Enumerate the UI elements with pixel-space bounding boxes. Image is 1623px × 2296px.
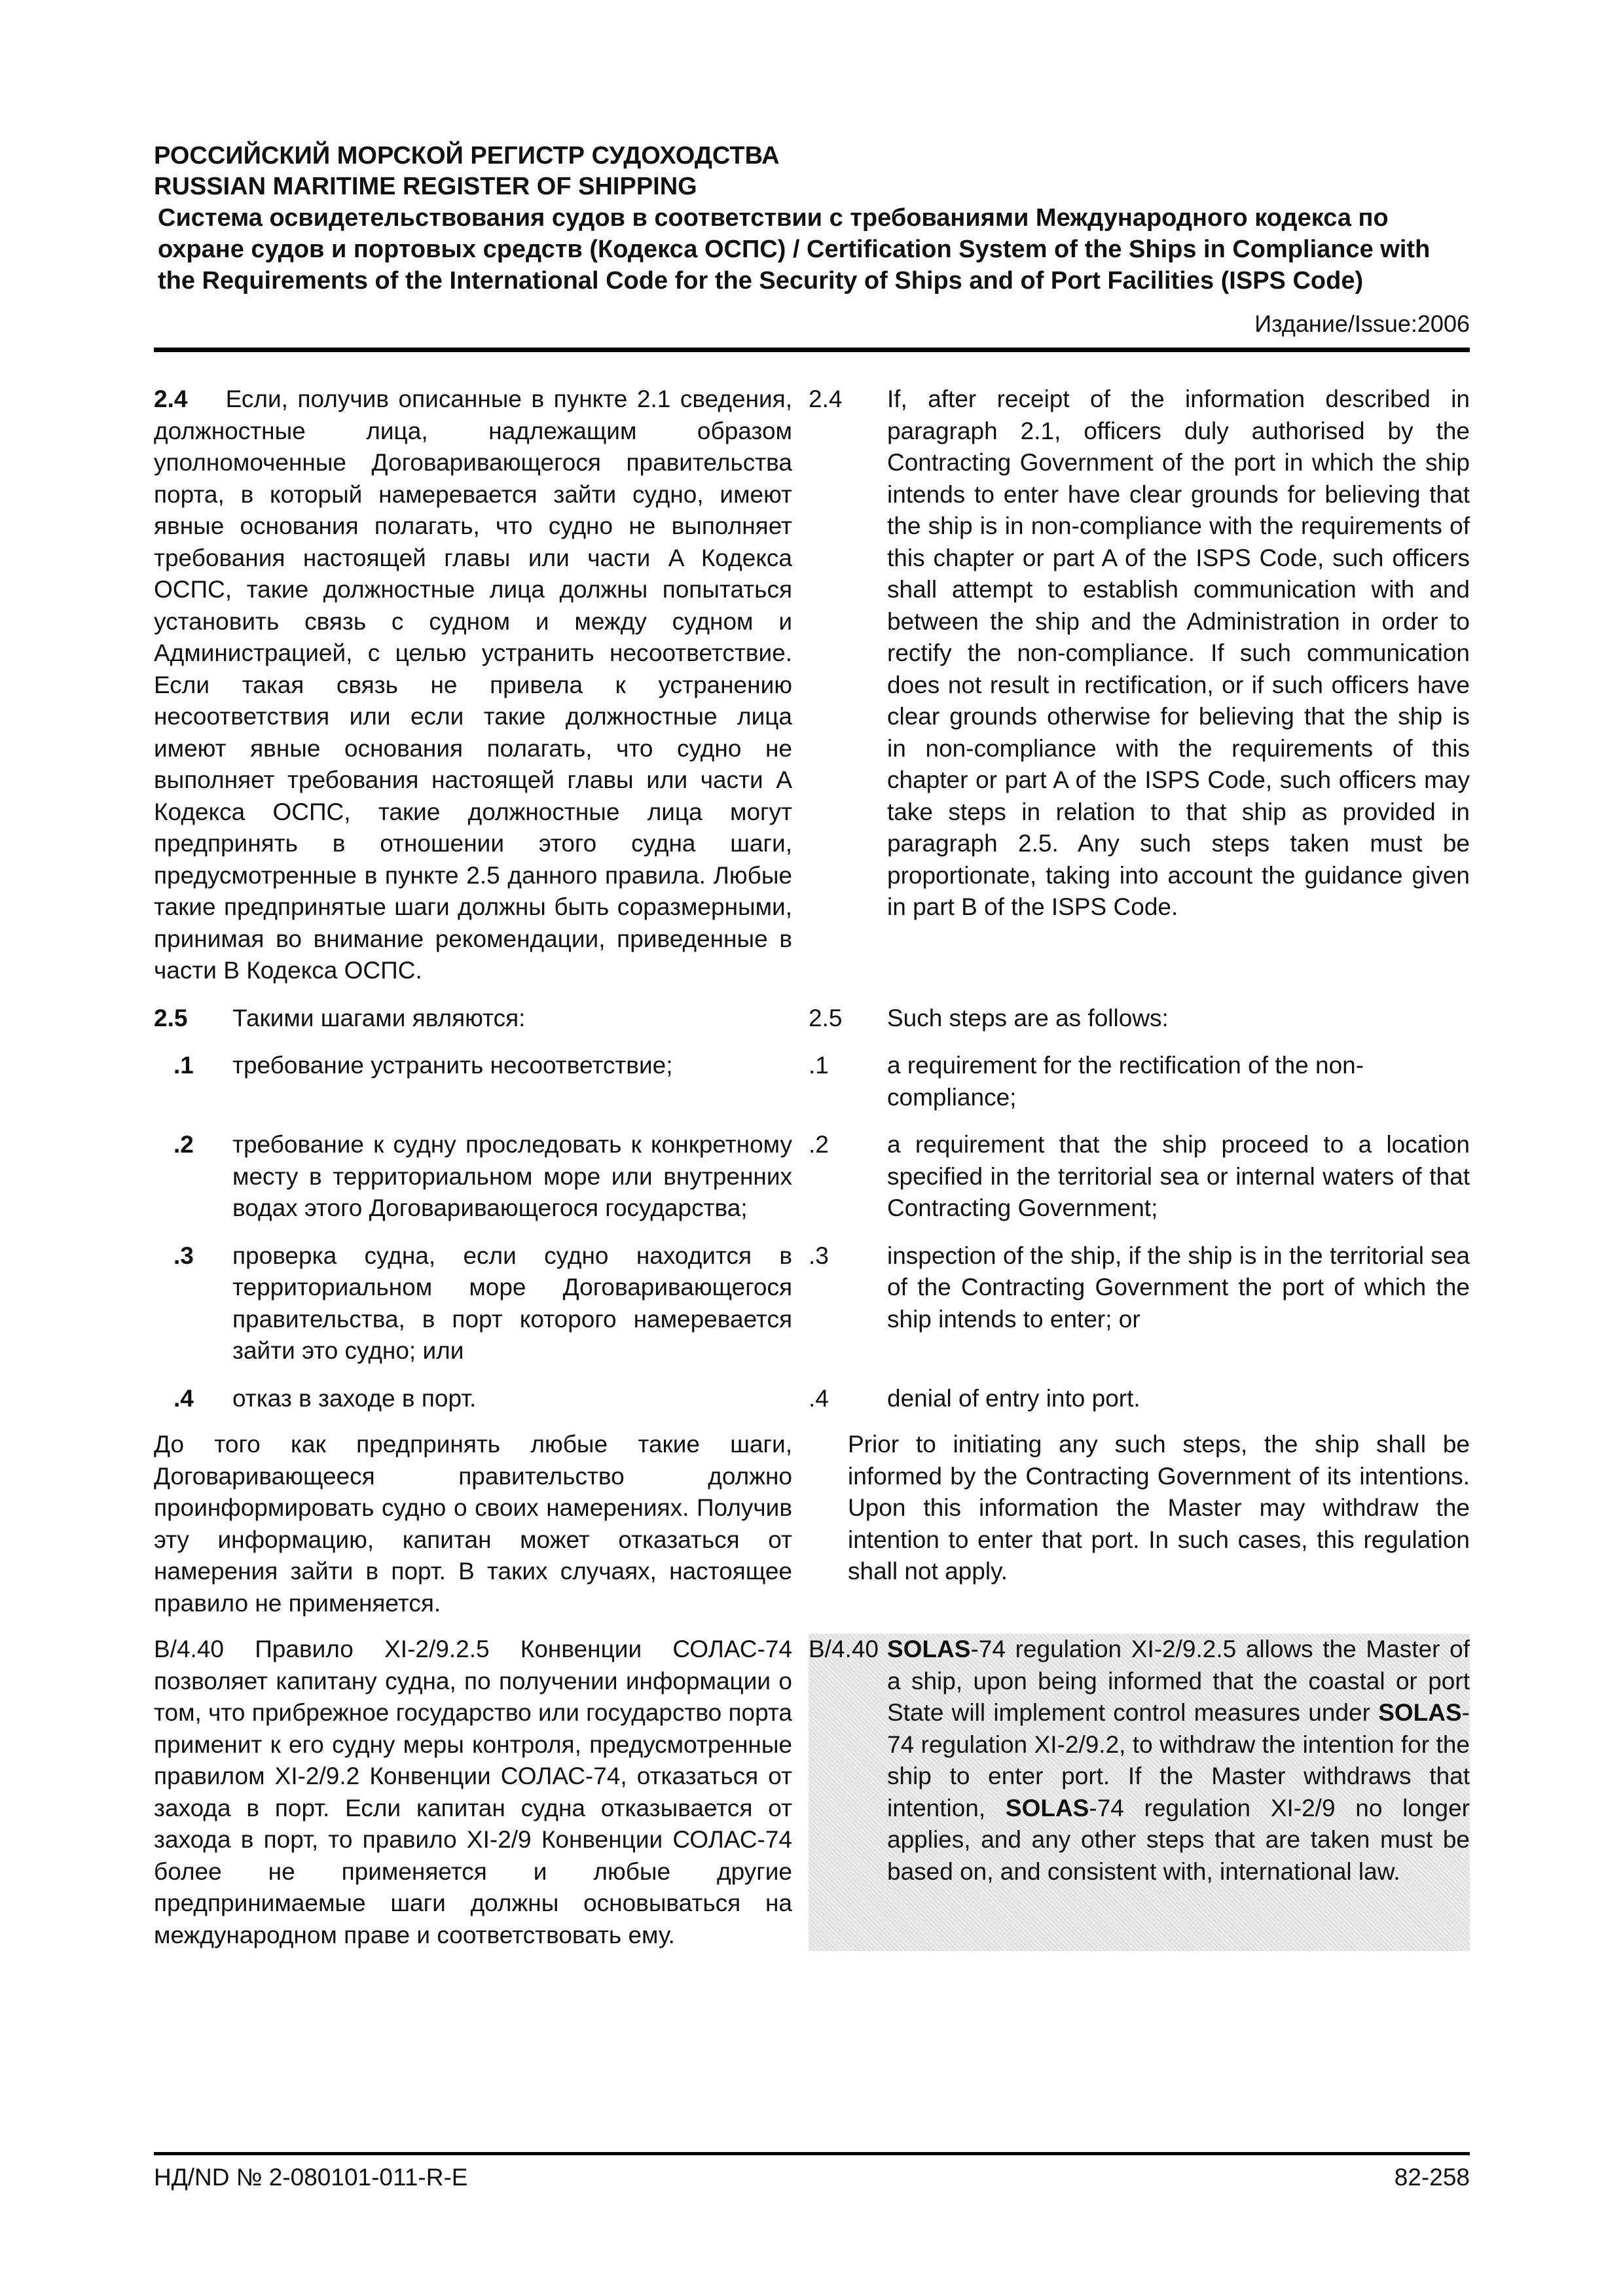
en-item-3-text: inspection of the ship, if the ship is in the territorial sea of the Contracting Government the port of which the ship intends to enter; or (887, 1242, 1470, 1333)
ru-item-2 (154, 1129, 792, 1225)
solas-label-1: SOLAS (887, 1636, 971, 1662)
org-name-en: RUSSIAN MARITIME REGISTER OF SHIPPING (154, 173, 697, 200)
en-after-items: Prior to initiating any such steps, the ship shall be informed by the Contracting Government of its intentions. Upon this information the Master may withdraw the intention to enter that port. In such cases, this regulation shall not apply. (848, 1431, 1470, 1585)
section-b-4-40 (154, 1634, 1470, 1951)
en-item-3-number: .3 (809, 1242, 829, 1269)
en-2-4-text: If, after receipt of the information described in paragraph 2.1, officers duly authorised by the Contracting Government of the port in which the ship intends to enter have clear grounds for believing that the ship is in non-compliance with the requirements of this chapter or part A of the ISPS Code, such officers shall attempt to establish communication with and between the ship and the Administration in order to rectify the non-compliance. If such communication does not result in rectification, or if such officers have clear grounds otherwise for believing that the ship is in non-compliance with the requirements of this chapter or part A of the ISPS Code, such officers may take steps in relation to that ship as provided in paragraph 2.5. Any such steps taken must be proportionate, taking into account the guidance given in part B of the ISPS Code. (887, 386, 1470, 920)
en-item-1-number: .1 (809, 1052, 829, 1079)
en-item-2 (809, 1129, 1470, 1225)
en-item-4 (809, 1383, 1470, 1415)
page (154, 141, 1470, 1951)
page-number: 82-258 (1394, 2164, 1470, 2191)
en-2-5-number: 2.5 (809, 1004, 843, 1031)
en-after-items-wrap (809, 1429, 1470, 1619)
en-item-4-number: .4 (809, 1384, 829, 1412)
en-b-4-40 (809, 1634, 1470, 1951)
ru-item-2-text: требование к судну проследовать к конкретному месту в территориальном море или внутренних водах этого Договаривающегося государства; (232, 1131, 792, 1221)
org-name-ru: РОССИЙСКИЙ МОРСКОЙ РЕГИСТР СУДОХОДСТВА (154, 142, 780, 170)
en-2-5-text: Such steps are as follows: (887, 1004, 1169, 1031)
en-2-5 (809, 1003, 1470, 1035)
header (154, 141, 1470, 352)
en-b-4-40-number: B/4.40 (809, 1636, 879, 1662)
ru-item-1-number: .1 (173, 1052, 194, 1079)
issue-label: Издание/Issue:2006 (1254, 310, 1470, 337)
ru-item-4-number: .4 (173, 1384, 194, 1412)
footer-divider (154, 2152, 1470, 2155)
ru-item-3-text: проверка судна, если судно находится в территориальном море Договаривающегося правительства, в порт которого намеревается зайти это судно; или (232, 1242, 792, 1364)
ru-item-1-text: требование устранить несоответствие; (232, 1052, 673, 1079)
en-b-4-40-text: SOLAS-74 regulation XI-2/9.2.5 allows the Master of a ship, upon being informed that the coastal or port State will implement control measures under SOLAS-74 regulation XI-2/9.2, to withdraw the intention for the ship to enter port. If the Master withdraws that intention, SOLAS-74 regulation XI-2/9 no longer applies, and any other steps that are taken must be based on, and consistent with, international law. (887, 1636, 1470, 1885)
ru-2-5-text: Такими шагами являются: (232, 1004, 526, 1031)
ru-2-5-number: 2.5 (154, 1004, 188, 1031)
solas-label-3: SOLAS (1005, 1794, 1089, 1821)
en-item-1-text: a requirement for the rectification of the non-compliance; (887, 1052, 1364, 1111)
section-2-5 (154, 1003, 1470, 1035)
ru-item-3 (154, 1240, 792, 1367)
ru-after-items: До того как предпринять любые такие шаги, Договаривающееся правительство должно проинформировать судно о своих намерениях. Получив эту информацию, капитан может отказаться от намерения зайти в порт. В таких случаях, настоящее правило не применяется. (154, 1431, 792, 1617)
item-3 (154, 1240, 1470, 1367)
en-item-1 (809, 1050, 1470, 1113)
en-item-2-text: a requirement that the ship proceed to a location specified in the territorial sea or internal waters of that Contracting Government; (887, 1131, 1470, 1221)
en-item-3 (809, 1240, 1470, 1367)
ru-item-4 (154, 1383, 792, 1415)
en-2-4 (809, 384, 1470, 987)
section-after-items (154, 1429, 1470, 1619)
ru-item-4-text: отказ в заходе в порт. (232, 1384, 477, 1412)
ru-2-4 (154, 384, 792, 987)
solas-label-2: SOLAS (1378, 1699, 1462, 1726)
ru-b-4-40: B/4.40 Правило XI-2/9.2.5 Конвенции СОЛАС-74 позволяет капитану судна, по получении информации о том, что прибрежное государство или государство порта применит к его судну меры контроля, предусмотренные правилом XI-2/9.2 Конвенции СОЛАС-74, отказаться от захода в порт. Если капитан судна отказывается от захода в порт, то правило XI-2/9 Конвенции СОЛАС-74 более не применяется и любые другие предпринимаемые шаги должны основываться на международном праве и соответствовать ему. (154, 1636, 792, 1948)
ru-item-3-number: .3 (173, 1242, 194, 1269)
ru-2-5 (154, 1003, 792, 1035)
en-2-4-number: 2.4 (809, 386, 843, 412)
header-divider (154, 348, 1470, 352)
en-item-4-text: denial of entry into port. (887, 1384, 1140, 1412)
footer (154, 2152, 1470, 2195)
section-2-4 (154, 384, 1470, 987)
item-1 (154, 1050, 1470, 1113)
ru-2-4-number: 2.4 (154, 386, 188, 412)
item-4 (154, 1383, 1470, 1415)
ru-item-1 (154, 1050, 792, 1113)
ru-item-2-number: .2 (173, 1131, 194, 1158)
document-number: НД/ND № 2-080101-011-R-E (154, 2164, 468, 2191)
en-item-2-number: .2 (809, 1131, 829, 1158)
item-2 (154, 1129, 1470, 1225)
system-title: Система освидетельствования судов в соответствии с требованиями Международного кодекса по охране судов и портовых средств (Кодекса ОСПС) / Certification System of the Ships in Compliance with the Requirements of the International Code for the Security of Ships and of Port Facilities (ISPS Code) (158, 204, 1431, 295)
ru-2-4-text: Если, получив описанные в пункте 2.1 сведения, должностные лица, надлежащим образом уполномоченные Договаривающегося правительства порта, в который намеревается зайти судно, имеют явные основания полагать, что судно не выполняет требования настоящей главы или части A Кодекса ОСПС, такие должностные лица должны попытаться установить связь с судном и между судном и Администрацией, с целью устранить несоответствие. Если такая связь не привела к устранению несоответствия или если такие должностные лица имеют явные основания полагать, что судно не выполняет требования настоящей главы или части A Кодекса ОСПС, такие должностные лица могут предпринять в отношении этого судна шаги, предусмотренные в пункте 2.5 данного правила. Любые такие предпринятые шаги должны быть соразмерными, принимая во внимание рекомендации, приведенные в части B Кодекса ОСПС. (154, 386, 792, 984)
